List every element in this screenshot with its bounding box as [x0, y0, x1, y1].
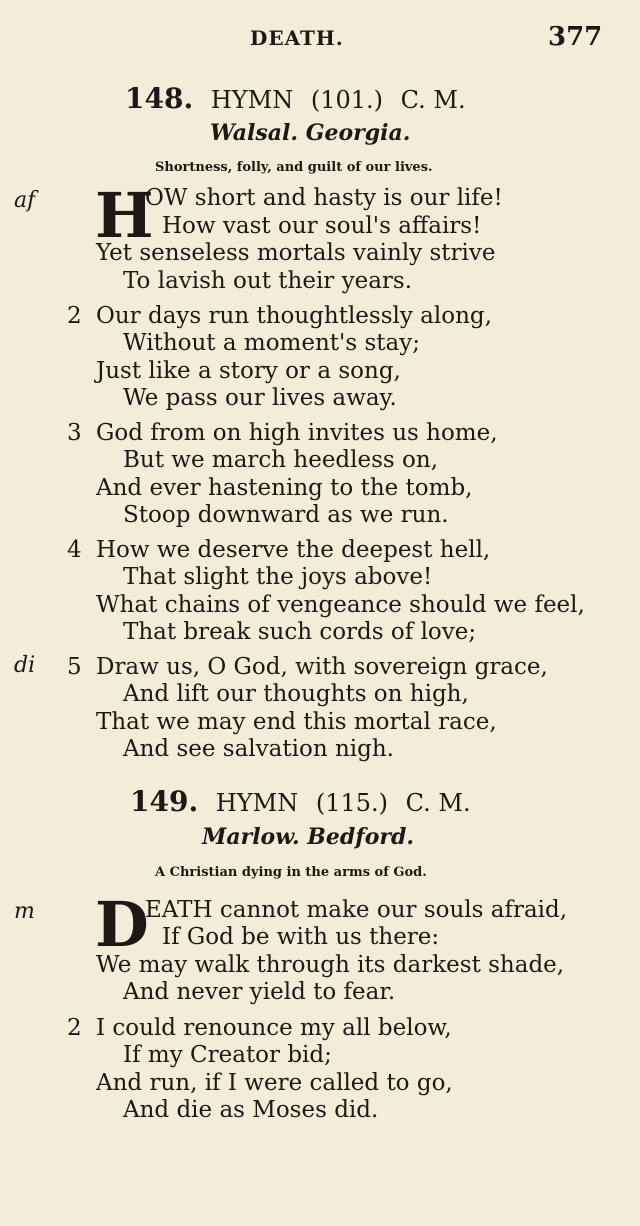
drop-cap: H: [95, 179, 154, 252]
verse-number: 3: [67, 420, 82, 446]
delivery-mark: af: [14, 188, 36, 213]
hymn-word: HYMN: [210, 86, 294, 114]
hymn-word: HYMN: [215, 789, 299, 817]
hymn-tunes: Walsal. Georgia.: [210, 120, 411, 146]
verse-number: 2: [67, 1015, 82, 1041]
hymn-line: What chains of vengeance should we feel,: [96, 592, 585, 618]
hymn-number: 149.: [130, 785, 199, 818]
page-number: 377: [548, 22, 603, 52]
hymn-line: How vast our soul's affairs!: [162, 213, 482, 239]
hymn-line: We pass our lives away.: [123, 385, 397, 411]
hymn-meter: C. M.: [400, 86, 466, 114]
hymn-line: Just like a story or a song,: [96, 358, 401, 384]
hymn-subject: A Christian dying in the arms of God.: [155, 865, 427, 880]
hymn-line: Draw us, O God, with sovereign grace,: [96, 654, 548, 680]
hymn-meter: C. M.: [405, 789, 471, 817]
hymn-line: And run, if I were called to go,: [96, 1070, 453, 1096]
hymn-line: God from on high invites us home,: [96, 420, 498, 446]
hymn-ref: (101.): [310, 86, 384, 114]
hymn-number: 148.: [125, 82, 194, 115]
hymn-line: And never yield to fear.: [123, 979, 396, 1005]
hymn-line: I could renounce my all below,: [96, 1015, 452, 1041]
verse-number: 2: [67, 303, 82, 329]
hymn-line: And die as Moses did.: [123, 1097, 379, 1123]
hymn-line: To lavish out their years.: [123, 268, 413, 294]
verse-number: 4: [67, 537, 82, 563]
hymn-heading: [125, 82, 466, 115]
hymn-line: If God be with us there:: [162, 924, 440, 950]
hymn-line: That we may end this mortal race,: [96, 709, 497, 735]
hymn-line: And see salvation nigh.: [123, 736, 394, 762]
hymn-line: That slight the joys above!: [123, 564, 433, 590]
hymn-subject: Shortness, folly, and guilt of our lives.: [155, 160, 433, 175]
hymn-line: Without a moment's stay;: [123, 330, 420, 356]
hymn-line: How we deserve the deepest hell,: [96, 537, 491, 563]
hymn-tunes: Marlow. Bedford.: [202, 824, 415, 850]
hymn-line: If my Creator bid;: [123, 1042, 332, 1068]
hymn-line: Our days run thoughtlessly along,: [96, 303, 492, 329]
hymn-line: Yet senseless mortals vainly strive: [96, 240, 496, 266]
hymn-line: And ever hastening to the tomb,: [96, 475, 473, 501]
running-head: DEATH.: [250, 26, 344, 50]
hymn-line: But we march heedless on,: [123, 447, 439, 473]
hymn-ref: (115.): [315, 789, 389, 817]
delivery-mark: di: [14, 653, 36, 678]
delivery-mark: m: [14, 899, 35, 924]
hymn-line: EATH cannot make our souls afraid,: [145, 897, 568, 923]
hymn-line: OW short and hasty is our life!: [145, 185, 503, 211]
hymn-line: That break such cords of love;: [123, 619, 477, 645]
hymn-line: Stoop downward as we run.: [123, 502, 449, 528]
drop-cap: D: [95, 888, 149, 961]
hymn-heading: [130, 785, 471, 818]
hymn-line: We may walk through its darkest shade,: [96, 952, 565, 978]
hymn-line: And lift our thoughts on high,: [123, 681, 469, 707]
verse-number: 5: [67, 654, 82, 680]
